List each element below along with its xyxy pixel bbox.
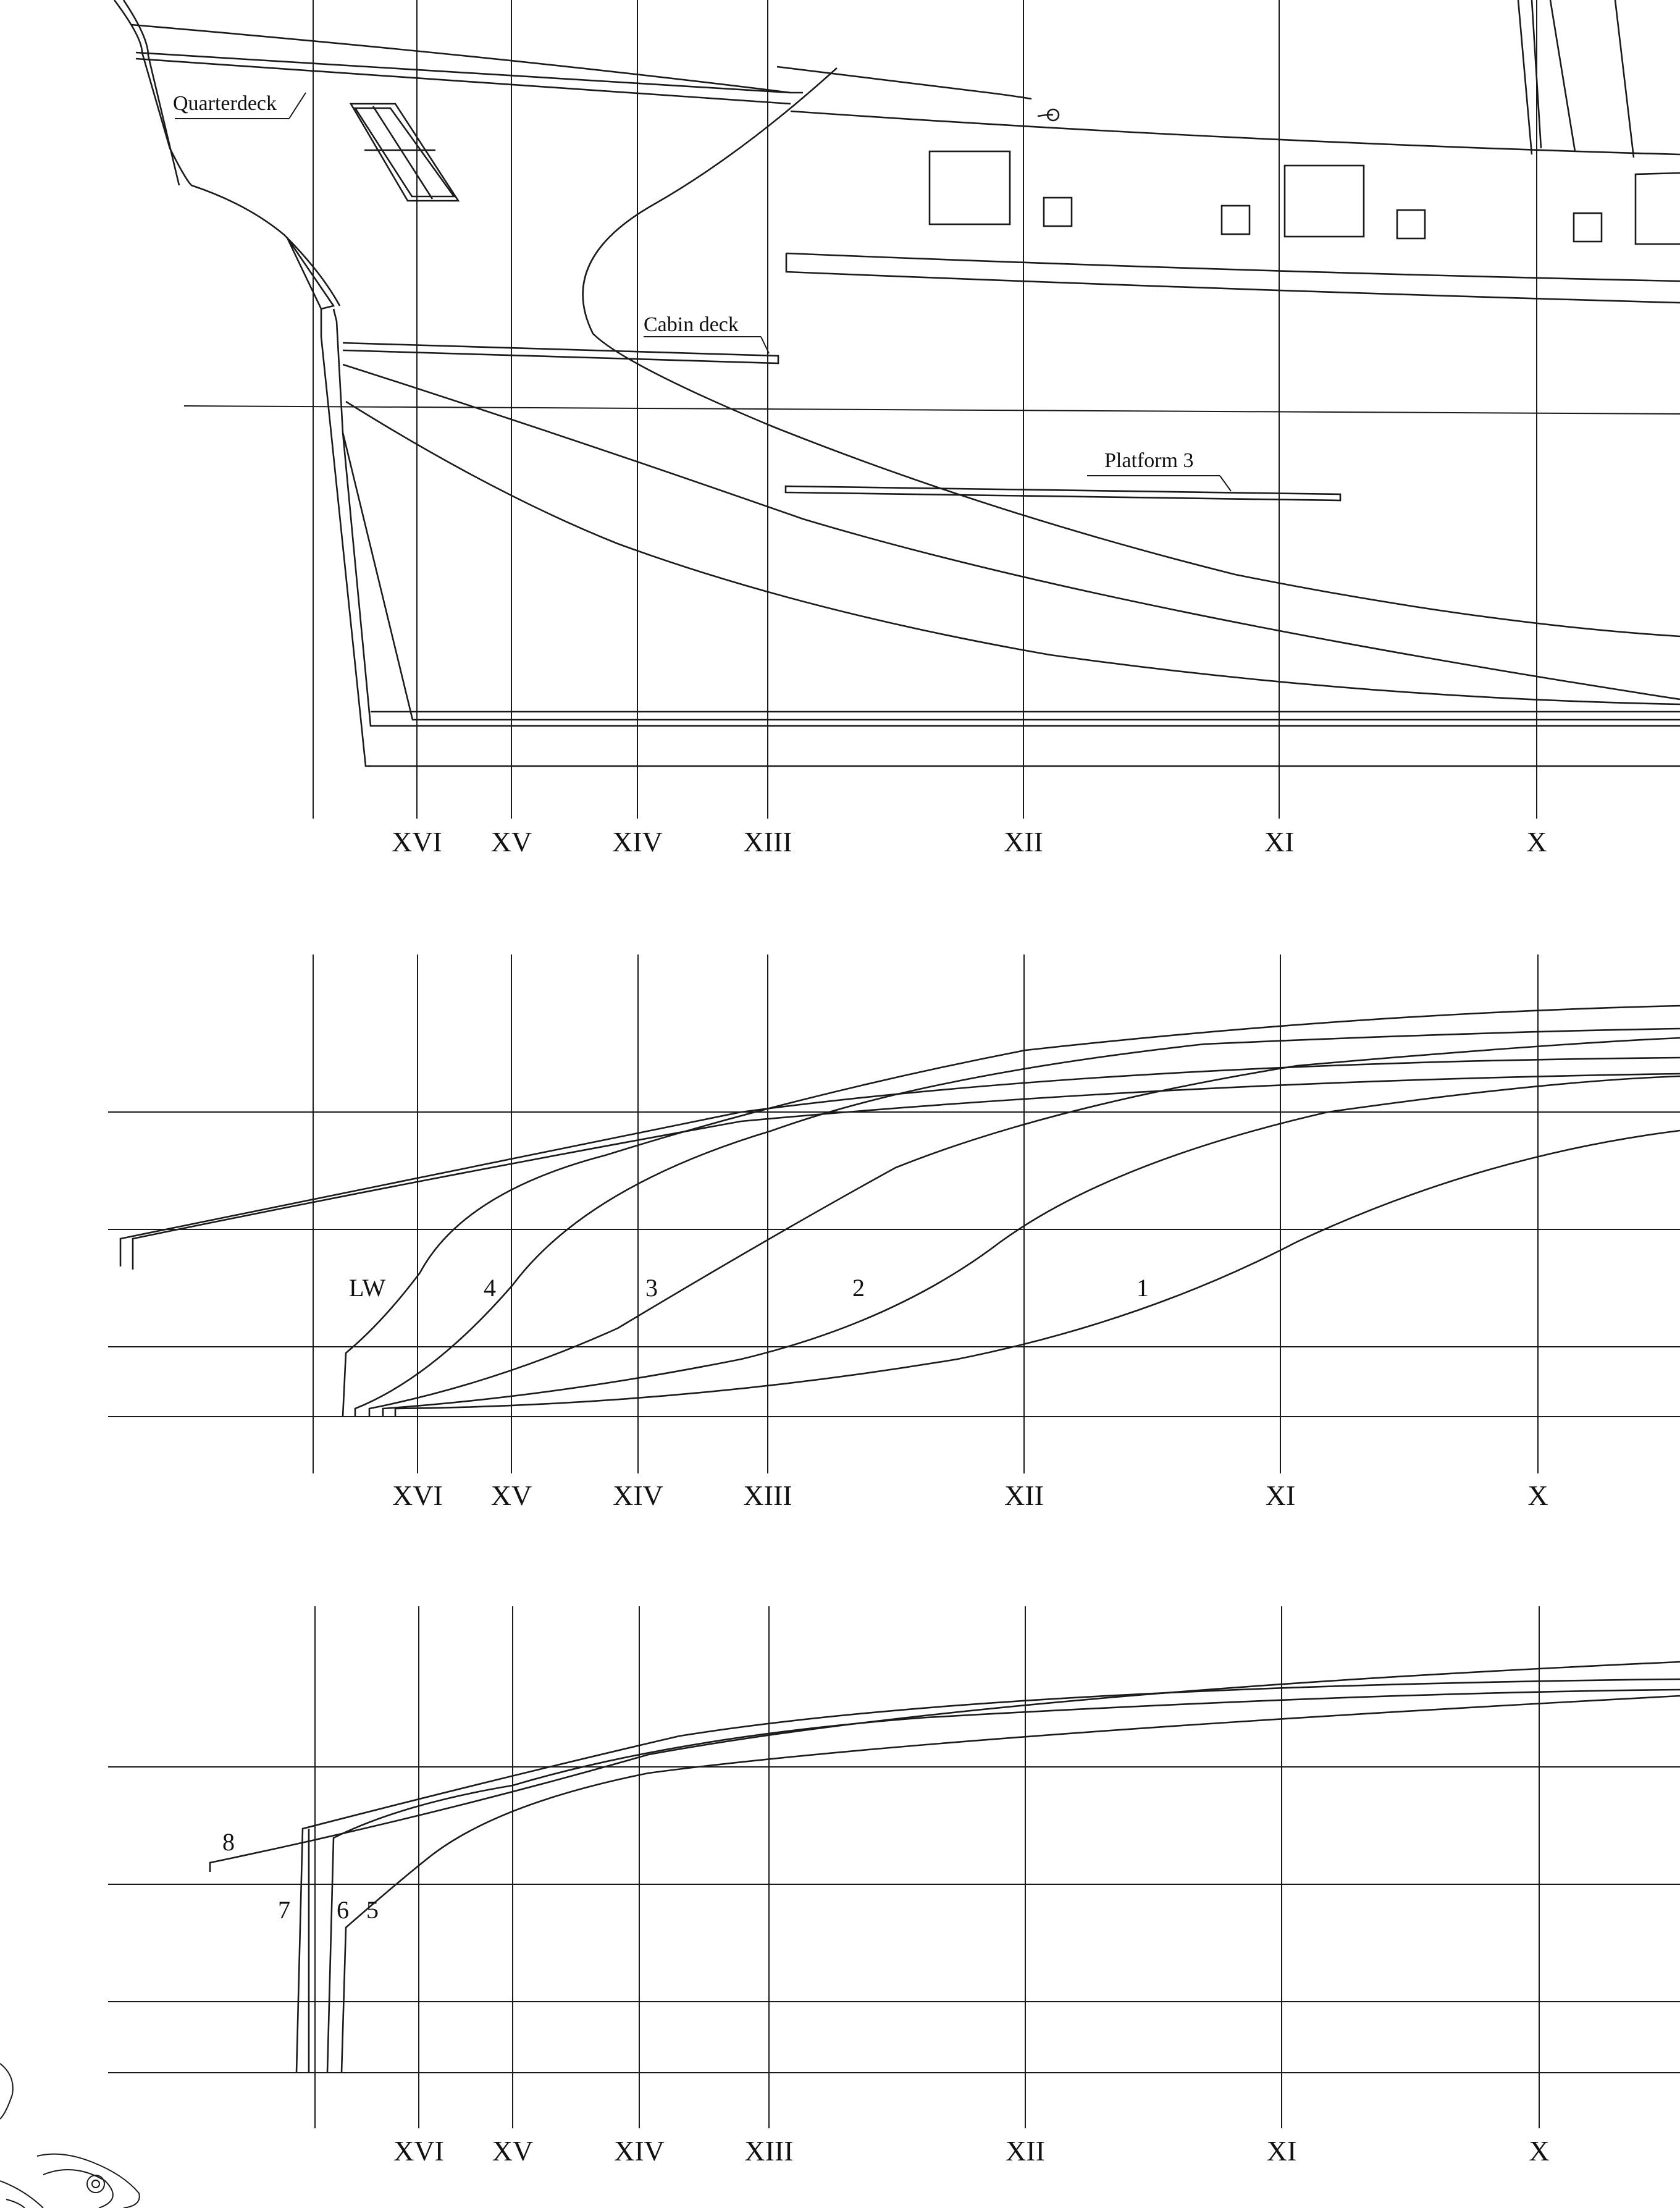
half-breadth-station-label: XV bbox=[490, 1480, 532, 1511]
curve-label-6: 6 bbox=[337, 1896, 349, 1924]
profile-hull-curve-2 bbox=[343, 364, 1680, 699]
profile-station-label: XI bbox=[1264, 826, 1295, 857]
profile-hull-curve-3 bbox=[346, 402, 1680, 704]
curve-label-1: 1 bbox=[1136, 1274, 1149, 1302]
quarterdeck-label: Quarterdeck bbox=[173, 92, 277, 115]
body-plan-station-label: XI bbox=[1266, 2135, 1297, 2167]
half-breadth-station-label: XI bbox=[1265, 1480, 1296, 1511]
curve-label-2: 2 bbox=[852, 1274, 865, 1302]
profile-mast bbox=[1518, 0, 1634, 158]
profile-stern-counter bbox=[114, 0, 340, 306]
platform-3-label: Platform 3 bbox=[1104, 449, 1194, 472]
half-breadth-station-label: XII bbox=[1004, 1480, 1044, 1511]
profile-sternpost bbox=[321, 309, 1680, 766]
carved-figure-ornament bbox=[0, 2063, 140, 2208]
cabin-deck-line bbox=[343, 343, 778, 363]
body-plan-station-label: XIII bbox=[744, 2135, 794, 2167]
curve-label-3: 3 bbox=[645, 1274, 658, 1302]
body-plan-station-label: X bbox=[1529, 2135, 1550, 2167]
profile-station-label: XIV bbox=[612, 826, 663, 857]
diagonal-6 bbox=[327, 1690, 1680, 2073]
diagonal-7 bbox=[296, 1679, 1680, 2073]
gun-ports bbox=[930, 151, 1680, 244]
profile-waterline bbox=[184, 406, 1680, 414]
half-breadth-station-label: XIV bbox=[613, 1480, 663, 1511]
profile-station-label: XV bbox=[490, 826, 532, 857]
profile-station-labels bbox=[392, 826, 1547, 857]
waterline-2 bbox=[383, 1076, 1680, 1417]
half-breadth-rail-1 bbox=[120, 1058, 1680, 1266]
waterline-1 bbox=[395, 1131, 1680, 1417]
half-breadth-station-labels bbox=[392, 1480, 1548, 1511]
half-breadth-station-label: XIII bbox=[743, 1480, 792, 1511]
half-breadth-view bbox=[108, 954, 1680, 1511]
half-breadth-station-label: XVI bbox=[392, 1480, 443, 1511]
profile-main-sheer bbox=[791, 111, 1680, 154]
curve-label-4: 4 bbox=[484, 1274, 496, 1302]
cabin-deck-label: Cabin deck bbox=[644, 313, 739, 336]
platform-3-line bbox=[786, 486, 1340, 500]
profile-hull-curve-1 bbox=[583, 68, 1680, 636]
curve-label-5: 5 bbox=[366, 1896, 379, 1924]
profile-station-label: X bbox=[1526, 826, 1547, 857]
curve-label-8: 8 bbox=[222, 1828, 235, 1856]
body-plan-station-label: XII bbox=[1006, 2135, 1045, 2167]
profile-station-label: XII bbox=[1004, 826, 1043, 857]
waterline-LW bbox=[343, 1006, 1680, 1417]
body-plan-station-label: XVI bbox=[393, 2135, 444, 2167]
half-breadth-station-lines bbox=[313, 954, 1538, 1473]
half-breadth-rail-2 bbox=[133, 1074, 1680, 1270]
half-breadth-grid-lines bbox=[108, 1112, 1680, 1417]
waterline-4 bbox=[355, 1029, 1680, 1417]
body-plan-view bbox=[108, 1606, 1680, 2167]
body-plan-station-labels bbox=[393, 2135, 1550, 2167]
body-plan-station-lines bbox=[315, 1606, 1539, 2128]
profile-station-label: XIII bbox=[743, 826, 792, 857]
body-plan-station-label: XV bbox=[492, 2135, 534, 2167]
curve-label-7: 7 bbox=[278, 1896, 290, 1924]
body-plan-station-label: XIV bbox=[614, 2135, 665, 2167]
curve-label-LW: LW bbox=[349, 1274, 386, 1302]
half-breadth-station-label: X bbox=[1527, 1480, 1548, 1511]
profile-station-label: XVI bbox=[392, 826, 442, 857]
profile-view bbox=[114, 0, 1680, 857]
profile-wale bbox=[786, 253, 1680, 303]
stern-window bbox=[351, 104, 458, 201]
